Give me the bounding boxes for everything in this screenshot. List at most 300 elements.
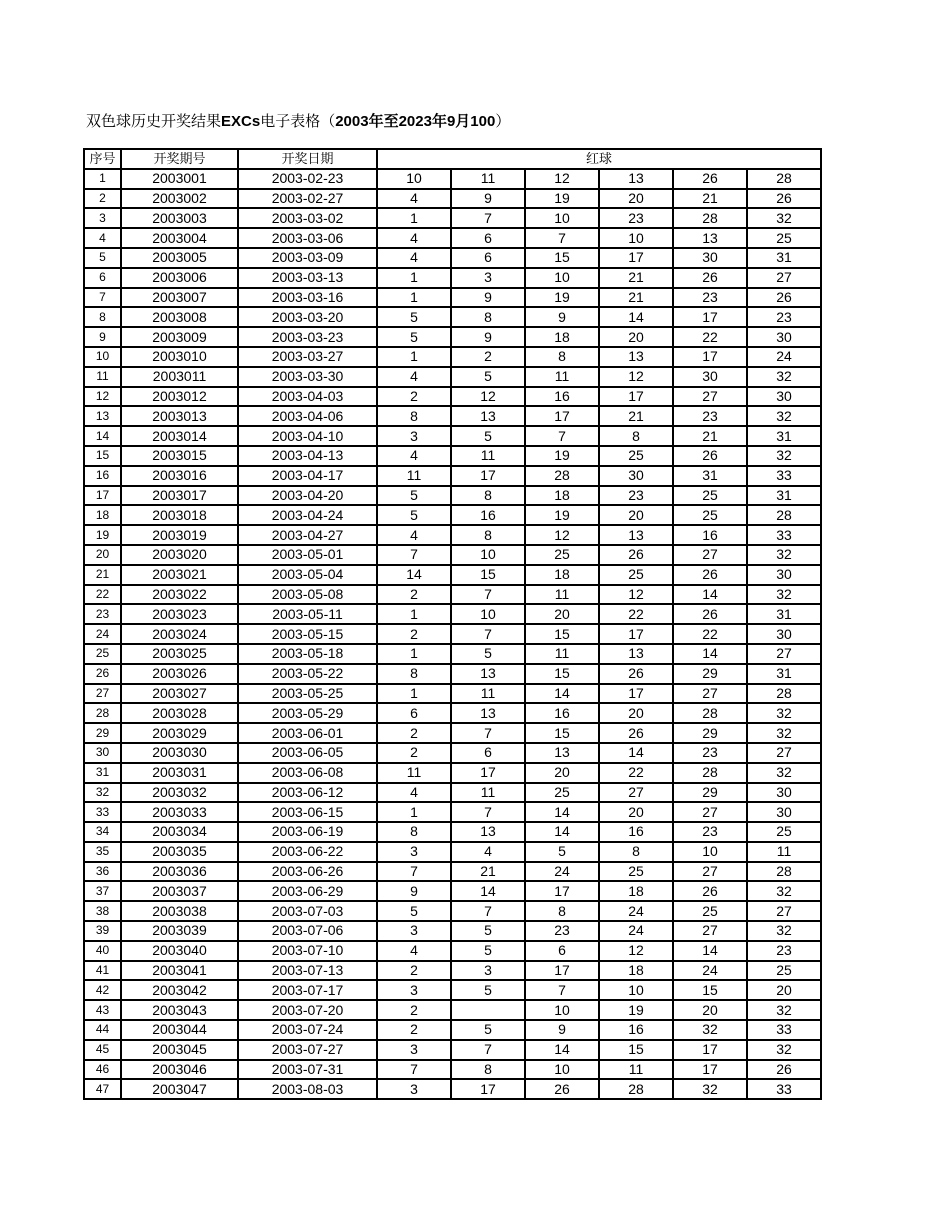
cell-red-4: 17 [599, 684, 673, 704]
cell-red-2: 3 [451, 961, 525, 981]
cell-red-5: 15 [673, 980, 747, 1000]
cell-date: 2003-07-17 [238, 980, 377, 1000]
table-row [84, 763, 821, 783]
cell-red-6: 32 [747, 703, 821, 723]
cell-red-4: 11 [599, 1060, 673, 1080]
cell-index: 15 [84, 446, 121, 466]
cell-date: 2003-06-19 [238, 822, 377, 842]
cell-date: 2003-06-26 [238, 862, 377, 882]
cell-red-1: 1 [377, 208, 451, 228]
cell-red-3: 19 [525, 189, 599, 209]
cell-red-4: 17 [599, 248, 673, 268]
cell-red-5: 26 [673, 169, 747, 189]
cell-red-5: 14 [673, 644, 747, 664]
cell-red-2: 5 [451, 1020, 525, 1040]
cell-issue: 2003014 [121, 426, 238, 446]
cell-red-3: 14 [525, 684, 599, 704]
cell-red-2: 21 [451, 862, 525, 882]
cell-date: 2003-05-29 [238, 703, 377, 723]
cell-red-1: 2 [377, 387, 451, 407]
cell-red-4: 19 [599, 1000, 673, 1020]
cell-red-2: 11 [451, 446, 525, 466]
cell-issue: 2003013 [121, 406, 238, 426]
cell-red-6: 28 [747, 684, 821, 704]
cell-issue: 2003017 [121, 486, 238, 506]
cell-red-4: 13 [599, 525, 673, 545]
table-body [84, 169, 821, 1099]
cell-red-6: 28 [747, 169, 821, 189]
table-row [84, 723, 821, 743]
cell-index: 8 [84, 307, 121, 327]
cell-red-4: 16 [599, 1020, 673, 1040]
cell-red-2: 7 [451, 723, 525, 743]
cell-red-1: 3 [377, 921, 451, 941]
cell-red-6: 30 [747, 624, 821, 644]
cell-red-2: 16 [451, 505, 525, 525]
cell-red-4: 10 [599, 980, 673, 1000]
cell-red-1: 3 [377, 426, 451, 446]
lottery-results-table [83, 148, 822, 1100]
cell-red-3: 19 [525, 288, 599, 308]
cell-issue: 2003022 [121, 585, 238, 605]
cell-red-6: 32 [747, 723, 821, 743]
cell-red-3: 13 [525, 743, 599, 763]
cell-red-3: 14 [525, 822, 599, 842]
cell-index: 2 [84, 189, 121, 209]
cell-red-5: 32 [673, 1020, 747, 1040]
cell-issue: 2003003 [121, 208, 238, 228]
cell-red-6: 30 [747, 327, 821, 347]
table-row [84, 268, 821, 288]
cell-red-4: 8 [599, 426, 673, 446]
cell-red-6: 27 [747, 901, 821, 921]
cell-date: 2003-05-18 [238, 644, 377, 664]
cell-red-4: 17 [599, 387, 673, 407]
cell-index: 39 [84, 921, 121, 941]
cell-index: 13 [84, 406, 121, 426]
cell-issue: 2003035 [121, 842, 238, 862]
cell-date: 2003-07-27 [238, 1040, 377, 1060]
table-row [84, 862, 821, 882]
cell-red-5: 27 [673, 387, 747, 407]
cell-red-2: 10 [451, 545, 525, 565]
table-row [84, 347, 821, 367]
cell-date: 2003-06-12 [238, 783, 377, 803]
cell-red-4: 22 [599, 763, 673, 783]
cell-red-6: 33 [747, 466, 821, 486]
cell-red-4: 26 [599, 545, 673, 565]
cell-index: 24 [84, 624, 121, 644]
cell-red-4: 12 [599, 367, 673, 387]
cell-red-2: 6 [451, 248, 525, 268]
cell-issue: 2003036 [121, 862, 238, 882]
cell-red-1: 5 [377, 486, 451, 506]
cell-red-2: 7 [451, 1040, 525, 1060]
cell-red-2: 8 [451, 525, 525, 545]
table-row [84, 228, 821, 248]
cell-red-6: 31 [747, 248, 821, 268]
cell-index: 35 [84, 842, 121, 862]
cell-red-1: 1 [377, 802, 451, 822]
cell-red-3: 24 [525, 862, 599, 882]
cell-red-5: 23 [673, 822, 747, 842]
cell-red-5: 17 [673, 347, 747, 367]
cell-red-4: 14 [599, 743, 673, 763]
cell-red-5: 29 [673, 723, 747, 743]
cell-issue: 2003045 [121, 1040, 238, 1060]
cell-red-3: 17 [525, 961, 599, 981]
cell-red-1: 9 [377, 881, 451, 901]
cell-red-5: 23 [673, 288, 747, 308]
table-row [84, 1000, 821, 1020]
cell-date: 2003-03-06 [238, 228, 377, 248]
cell-index: 46 [84, 1060, 121, 1080]
cell-issue: 2003037 [121, 881, 238, 901]
cell-red-5: 14 [673, 585, 747, 605]
table-row [84, 802, 821, 822]
cell-date: 2003-03-20 [238, 307, 377, 327]
table-row [84, 842, 821, 862]
table-row [84, 743, 821, 763]
cell-index: 11 [84, 367, 121, 387]
cell-red-1: 8 [377, 406, 451, 426]
cell-red-3: 5 [525, 842, 599, 862]
header-row [84, 149, 821, 169]
cell-red-5: 17 [673, 1040, 747, 1060]
table-row [84, 189, 821, 209]
cell-red-3: 12 [525, 525, 599, 545]
cell-red-5: 27 [673, 684, 747, 704]
cell-date: 2003-06-05 [238, 743, 377, 763]
cell-date: 2003-07-20 [238, 1000, 377, 1020]
cell-red-5: 26 [673, 604, 747, 624]
cell-issue: 2003019 [121, 525, 238, 545]
header-index: 序号 [84, 149, 121, 169]
cell-index: 23 [84, 604, 121, 624]
cell-red-3: 8 [525, 901, 599, 921]
cell-index: 33 [84, 802, 121, 822]
cell-red-1: 1 [377, 644, 451, 664]
cell-red-6: 25 [747, 822, 821, 842]
cell-red-4: 18 [599, 961, 673, 981]
cell-issue: 2003043 [121, 1000, 238, 1020]
cell-date: 2003-03-23 [238, 327, 377, 347]
cell-red-5: 27 [673, 545, 747, 565]
cell-red-3: 11 [525, 585, 599, 605]
cell-date: 2003-05-25 [238, 684, 377, 704]
cell-red-4: 21 [599, 288, 673, 308]
cell-red-2: 5 [451, 980, 525, 1000]
cell-index: 32 [84, 783, 121, 803]
table-row [84, 525, 821, 545]
cell-red-4: 20 [599, 189, 673, 209]
table-row [84, 288, 821, 308]
cell-red-1: 2 [377, 743, 451, 763]
cell-index: 1 [84, 169, 121, 189]
table-row [84, 169, 821, 189]
cell-red-4: 20 [599, 505, 673, 525]
table-row [84, 565, 821, 585]
title-mid: 电子表格（ [260, 113, 336, 130]
cell-red-5: 28 [673, 208, 747, 228]
cell-red-2: 15 [451, 565, 525, 585]
cell-red-5: 26 [673, 446, 747, 466]
cell-red-4: 21 [599, 268, 673, 288]
cell-red-2: 2 [451, 347, 525, 367]
cell-red-4: 23 [599, 208, 673, 228]
cell-red-5: 23 [673, 743, 747, 763]
cell-index: 4 [84, 228, 121, 248]
cell-date: 2003-04-10 [238, 426, 377, 446]
cell-red-5: 29 [673, 783, 747, 803]
cell-red-3: 26 [525, 1079, 599, 1099]
table-row [84, 1020, 821, 1040]
cell-red-2: 11 [451, 684, 525, 704]
table-row [84, 387, 821, 407]
document-title [86, 110, 510, 131]
cell-red-1: 3 [377, 980, 451, 1000]
cell-red-5: 16 [673, 525, 747, 545]
cell-index: 20 [84, 545, 121, 565]
cell-red-6: 32 [747, 406, 821, 426]
cell-red-6: 32 [747, 1040, 821, 1060]
cell-date: 2003-05-11 [238, 604, 377, 624]
cell-index: 6 [84, 268, 121, 288]
cell-red-3: 7 [525, 228, 599, 248]
cell-issue: 2003028 [121, 703, 238, 723]
cell-red-6: 33 [747, 1020, 821, 1040]
cell-index: 47 [84, 1079, 121, 1099]
cell-issue: 2003007 [121, 288, 238, 308]
cell-red-4: 24 [599, 921, 673, 941]
table-row [84, 921, 821, 941]
table-row [84, 585, 821, 605]
cell-red-5: 17 [673, 307, 747, 327]
cell-red-3: 14 [525, 802, 599, 822]
cell-red-2: 13 [451, 664, 525, 684]
cell-red-4: 26 [599, 664, 673, 684]
cell-red-3: 11 [525, 367, 599, 387]
cell-date: 2003-06-15 [238, 802, 377, 822]
cell-red-2: 17 [451, 763, 525, 783]
cell-red-1: 1 [377, 347, 451, 367]
header-red-balls: 红球 [377, 149, 821, 169]
cell-date: 2003-03-27 [238, 347, 377, 367]
title-suffix: ） [495, 113, 511, 130]
cell-red-3: 25 [525, 783, 599, 803]
cell-red-1: 5 [377, 327, 451, 347]
cell-index: 26 [84, 664, 121, 684]
table-row [84, 327, 821, 347]
table-row [84, 881, 821, 901]
cell-red-5: 27 [673, 862, 747, 882]
cell-red-1: 4 [377, 941, 451, 961]
cell-red-6: 23 [747, 307, 821, 327]
cell-index: 40 [84, 941, 121, 961]
cell-issue: 2003011 [121, 367, 238, 387]
cell-red-2: 13 [451, 703, 525, 723]
cell-index: 25 [84, 644, 121, 664]
cell-date: 2003-03-16 [238, 288, 377, 308]
cell-issue: 2003027 [121, 684, 238, 704]
cell-red-4: 13 [599, 169, 673, 189]
cell-red-2: 8 [451, 307, 525, 327]
cell-red-6: 26 [747, 288, 821, 308]
cell-date: 2003-03-30 [238, 367, 377, 387]
cell-red-5: 21 [673, 426, 747, 446]
cell-red-1: 2 [377, 961, 451, 981]
cell-issue: 2003040 [121, 941, 238, 961]
cell-red-5: 21 [673, 189, 747, 209]
cell-red-1: 1 [377, 268, 451, 288]
cell-red-4: 8 [599, 842, 673, 862]
table-row [84, 703, 821, 723]
cell-red-1: 3 [377, 1040, 451, 1060]
cell-red-1: 11 [377, 763, 451, 783]
table-row [84, 980, 821, 1000]
cell-red-1: 7 [377, 862, 451, 882]
cell-red-5: 25 [673, 505, 747, 525]
cell-red-2: 6 [451, 228, 525, 248]
cell-red-5: 22 [673, 327, 747, 347]
cell-date: 2003-07-06 [238, 921, 377, 941]
cell-red-3: 10 [525, 208, 599, 228]
table-row [84, 307, 821, 327]
cell-red-2: 7 [451, 802, 525, 822]
cell-red-6: 27 [747, 743, 821, 763]
cell-index: 38 [84, 901, 121, 921]
cell-index: 12 [84, 387, 121, 407]
cell-red-5: 29 [673, 664, 747, 684]
table-row [84, 545, 821, 565]
cell-issue: 2003032 [121, 783, 238, 803]
cell-red-1: 4 [377, 446, 451, 466]
cell-red-4: 25 [599, 446, 673, 466]
table-row [84, 624, 821, 644]
cell-red-6: 28 [747, 862, 821, 882]
table-row [84, 367, 821, 387]
cell-red-1: 2 [377, 585, 451, 605]
cell-red-6: 26 [747, 1060, 821, 1080]
cell-red-5: 10 [673, 842, 747, 862]
cell-red-6: 11 [747, 842, 821, 862]
cell-red-4: 28 [599, 1079, 673, 1099]
cell-red-1: 1 [377, 684, 451, 704]
cell-red-6: 32 [747, 367, 821, 387]
cell-red-3: 10 [525, 1060, 599, 1080]
cell-red-5: 17 [673, 1060, 747, 1080]
cell-red-6: 27 [747, 268, 821, 288]
cell-red-3: 20 [525, 763, 599, 783]
cell-red-1: 7 [377, 545, 451, 565]
cell-red-5: 23 [673, 406, 747, 426]
cell-red-2: 11 [451, 783, 525, 803]
cell-issue: 2003023 [121, 604, 238, 624]
cell-date: 2003-07-13 [238, 961, 377, 981]
cell-red-1: 4 [377, 248, 451, 268]
cell-index: 3 [84, 208, 121, 228]
cell-red-5: 30 [673, 367, 747, 387]
cell-red-6: 27 [747, 644, 821, 664]
cell-red-6: 31 [747, 426, 821, 446]
cell-red-4: 10 [599, 228, 673, 248]
cell-red-2 [451, 1000, 525, 1020]
cell-red-6: 32 [747, 763, 821, 783]
cell-index: 42 [84, 980, 121, 1000]
cell-red-1: 14 [377, 565, 451, 585]
cell-issue: 2003047 [121, 1079, 238, 1099]
cell-red-2: 14 [451, 881, 525, 901]
cell-red-4: 24 [599, 901, 673, 921]
cell-red-6: 32 [747, 881, 821, 901]
cell-index: 36 [84, 862, 121, 882]
cell-index: 19 [84, 525, 121, 545]
cell-red-2: 5 [451, 921, 525, 941]
cell-red-4: 25 [599, 862, 673, 882]
cell-red-6: 32 [747, 446, 821, 466]
cell-red-3: 18 [525, 327, 599, 347]
cell-red-4: 20 [599, 327, 673, 347]
cell-index: 44 [84, 1020, 121, 1040]
cell-red-5: 31 [673, 466, 747, 486]
cell-red-3: 19 [525, 505, 599, 525]
cell-red-2: 6 [451, 743, 525, 763]
table-row [84, 1060, 821, 1080]
cell-date: 2003-04-20 [238, 486, 377, 506]
table-row [84, 783, 821, 803]
cell-index: 45 [84, 1040, 121, 1060]
cell-red-3: 16 [525, 387, 599, 407]
cell-date: 2003-02-27 [238, 189, 377, 209]
cell-red-4: 12 [599, 941, 673, 961]
cell-issue: 2003039 [121, 921, 238, 941]
cell-red-6: 32 [747, 1000, 821, 1020]
cell-red-5: 32 [673, 1079, 747, 1099]
header-issue: 开奖期号 [121, 149, 238, 169]
cell-index: 41 [84, 961, 121, 981]
cell-red-5: 28 [673, 703, 747, 723]
table-row [84, 961, 821, 981]
table-row [84, 1079, 821, 1099]
table-row [84, 901, 821, 921]
cell-index: 17 [84, 486, 121, 506]
cell-date: 2003-04-17 [238, 466, 377, 486]
cell-date: 2003-03-09 [238, 248, 377, 268]
cell-red-2: 3 [451, 268, 525, 288]
cell-red-2: 5 [451, 426, 525, 446]
cell-date: 2003-05-04 [238, 565, 377, 585]
cell-red-4: 14 [599, 307, 673, 327]
cell-issue: 2003026 [121, 664, 238, 684]
cell-issue: 2003046 [121, 1060, 238, 1080]
cell-red-6: 25 [747, 961, 821, 981]
cell-red-2: 5 [451, 644, 525, 664]
cell-red-6: 33 [747, 525, 821, 545]
cell-index: 7 [84, 288, 121, 308]
cell-red-1: 11 [377, 466, 451, 486]
cell-date: 2003-05-15 [238, 624, 377, 644]
header-date: 开奖日期 [238, 149, 377, 169]
cell-date: 2003-07-31 [238, 1060, 377, 1080]
cell-date: 2003-06-08 [238, 763, 377, 783]
cell-red-1: 5 [377, 505, 451, 525]
cell-date: 2003-06-01 [238, 723, 377, 743]
table-row [84, 406, 821, 426]
cell-date: 2003-04-06 [238, 406, 377, 426]
cell-red-4: 16 [599, 822, 673, 842]
table-row [84, 941, 821, 961]
cell-red-2: 5 [451, 367, 525, 387]
